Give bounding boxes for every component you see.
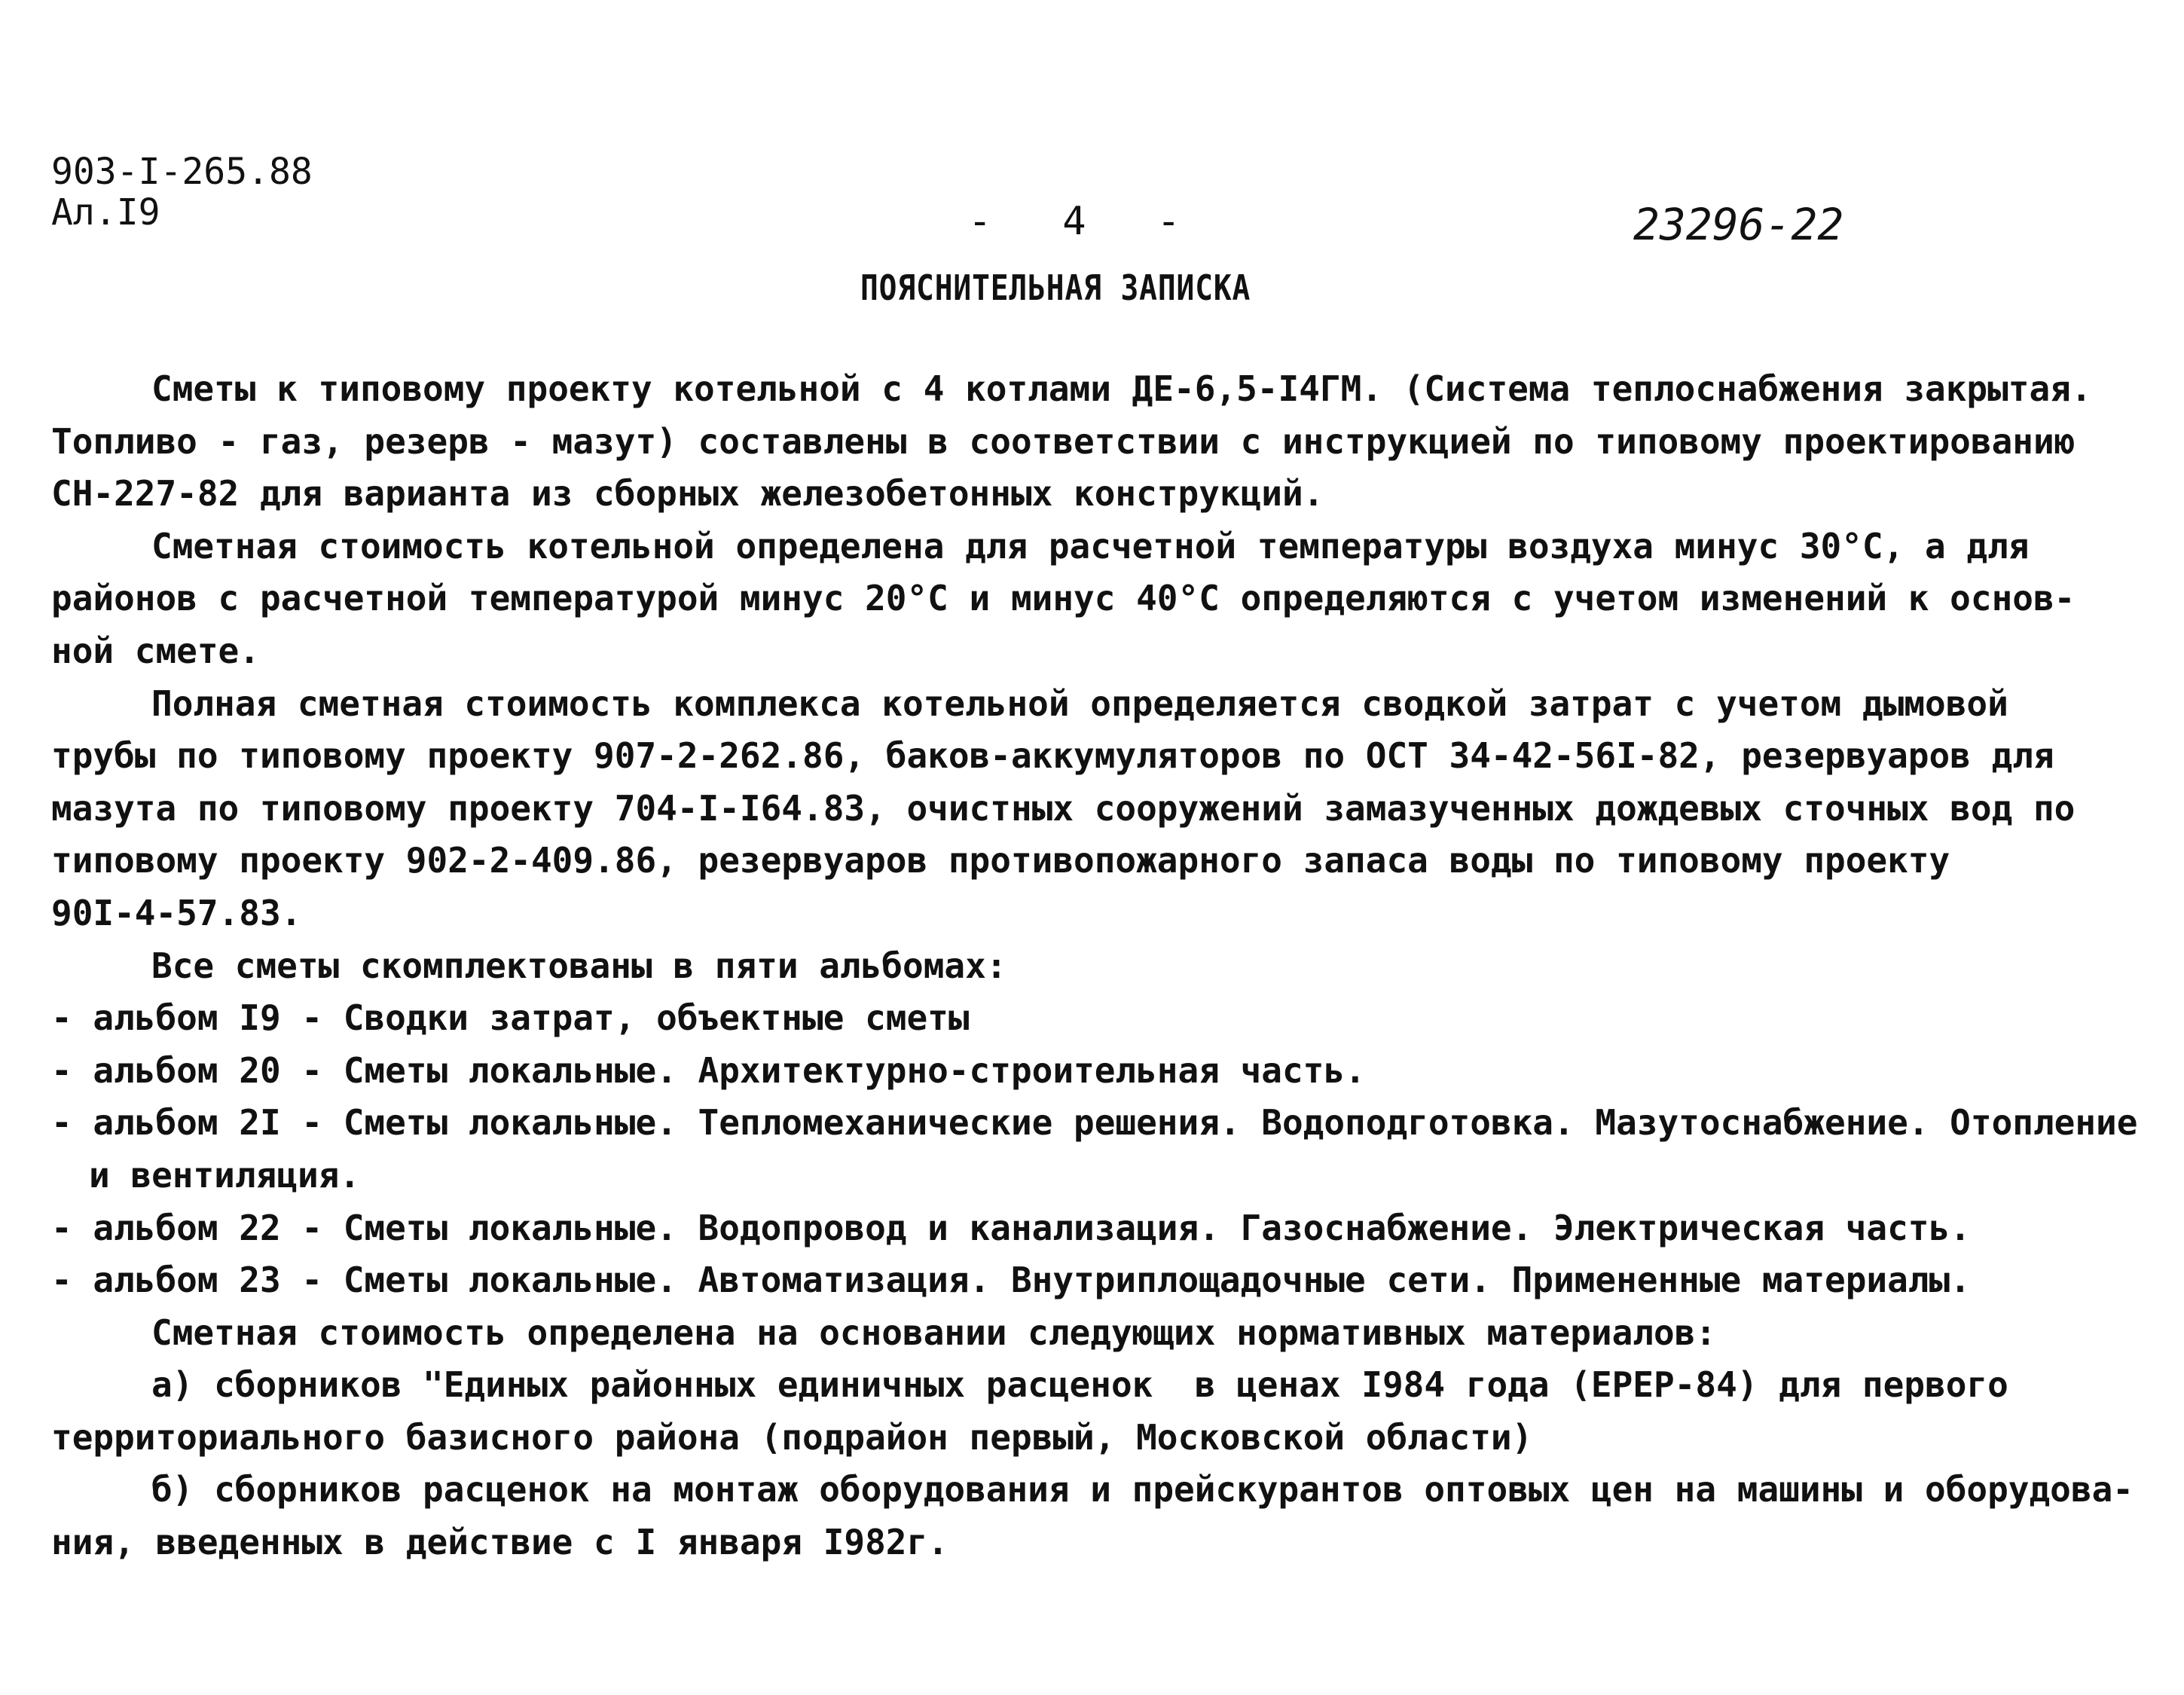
- album-list-item: - альбом 22 - Сметы локальные. Водопровод и канализация. Газоснабжение. Электрическая часть.: [51, 1207, 1971, 1248]
- text-line: Сметы к типовому проекту котельной с 4 котлами ДЕ-6,5-I4ГМ. (Система теплоснабжения закрытая.: [151, 368, 2092, 409]
- album-list-item: - альбом 2I - Сметы локальные. Тепломеханические решения. Водоподготовка. Мазутоснабжение. Отопление: [51, 1102, 2138, 1144]
- text-line: ной смете.: [51, 630, 260, 671]
- text-line: СН-227-82 для варианта из сборных железобетонных конструкций.: [51, 473, 1324, 515]
- album-list-item-continuation: и вентиляция.: [89, 1154, 361, 1196]
- text-line: Топливо - газ, резерв - мазут) составлены в соответствии с инструкцией по типовому проектированию: [51, 420, 2076, 462]
- text-line: 90I-4-57.83.: [51, 892, 302, 933]
- text-line: районов с расчетной температурой минус 20°С и минус 40°С определяются с учетом изменений к основ-: [51, 578, 2076, 619]
- page-number: - 4 -: [968, 199, 1181, 244]
- text-line: типовому проекту 902-2-409.86, резервуаров противопожарного запаса воды по типовому проекту: [51, 840, 1950, 881]
- album-list-item: - альбом 20 - Сметы локальные. Архитектурно-строительная часть.: [51, 1049, 1366, 1091]
- text-line: ния, введенных в действие с I января I982г.: [51, 1522, 948, 1563]
- text-line: трубы по типовому проекту 907-2-262.86, баков-аккумуляторов по ОСТ 34-42-56I-82, резервуаров для: [51, 735, 2054, 777]
- text-line: Полная сметная стоимость комплекса котельной определяется сводкой затрат с учетом дымовой: [151, 683, 2008, 724]
- text-line: а) сборников "Единых районных единичных расценок в ценах I984 года (ЕРЕР-84) для первого: [151, 1364, 2008, 1406]
- text-line: мазута по типовому проекту 704-I-I64.83, очистных сооружений замазученных дождевых сточных вод по: [51, 787, 2076, 829]
- text-line: Сметная стоимость определена на основании следующих нормативных материалов:: [151, 1312, 1717, 1353]
- page-title: ПОЯСНИТЕЛЬНАЯ ЗАПИСКА: [860, 267, 1251, 308]
- document-body: [51, 363, 2146, 1569]
- document-number: 23296-22: [1633, 199, 1844, 250]
- text-line: территориального базисного района (подрайон первый, Московской области): [51, 1416, 1533, 1458]
- text-line: Все сметы скомплектованы в пяти альбомах:: [151, 945, 1007, 986]
- album-list-item: - альбом 23 - Сметы локальные. Автоматизация. Внутриплощадочные сети. Примененные материалы.: [51, 1260, 1971, 1301]
- text-line: б) сборников расценок на монтаж оборудования и прейскурантов оптовых цен на машины и оборудова-: [151, 1469, 2134, 1510]
- album-number: Ал.I9: [51, 191, 160, 234]
- album-list-item: - альбом I9 - Сводки затрат, объектные сметы: [51, 997, 970, 1039]
- document-id: 903-I-265.88: [51, 151, 313, 193]
- text-line: Сметная стоимость котельной определена для расчетной температуры воздуха минус 30°С, а для: [151, 525, 2030, 567]
